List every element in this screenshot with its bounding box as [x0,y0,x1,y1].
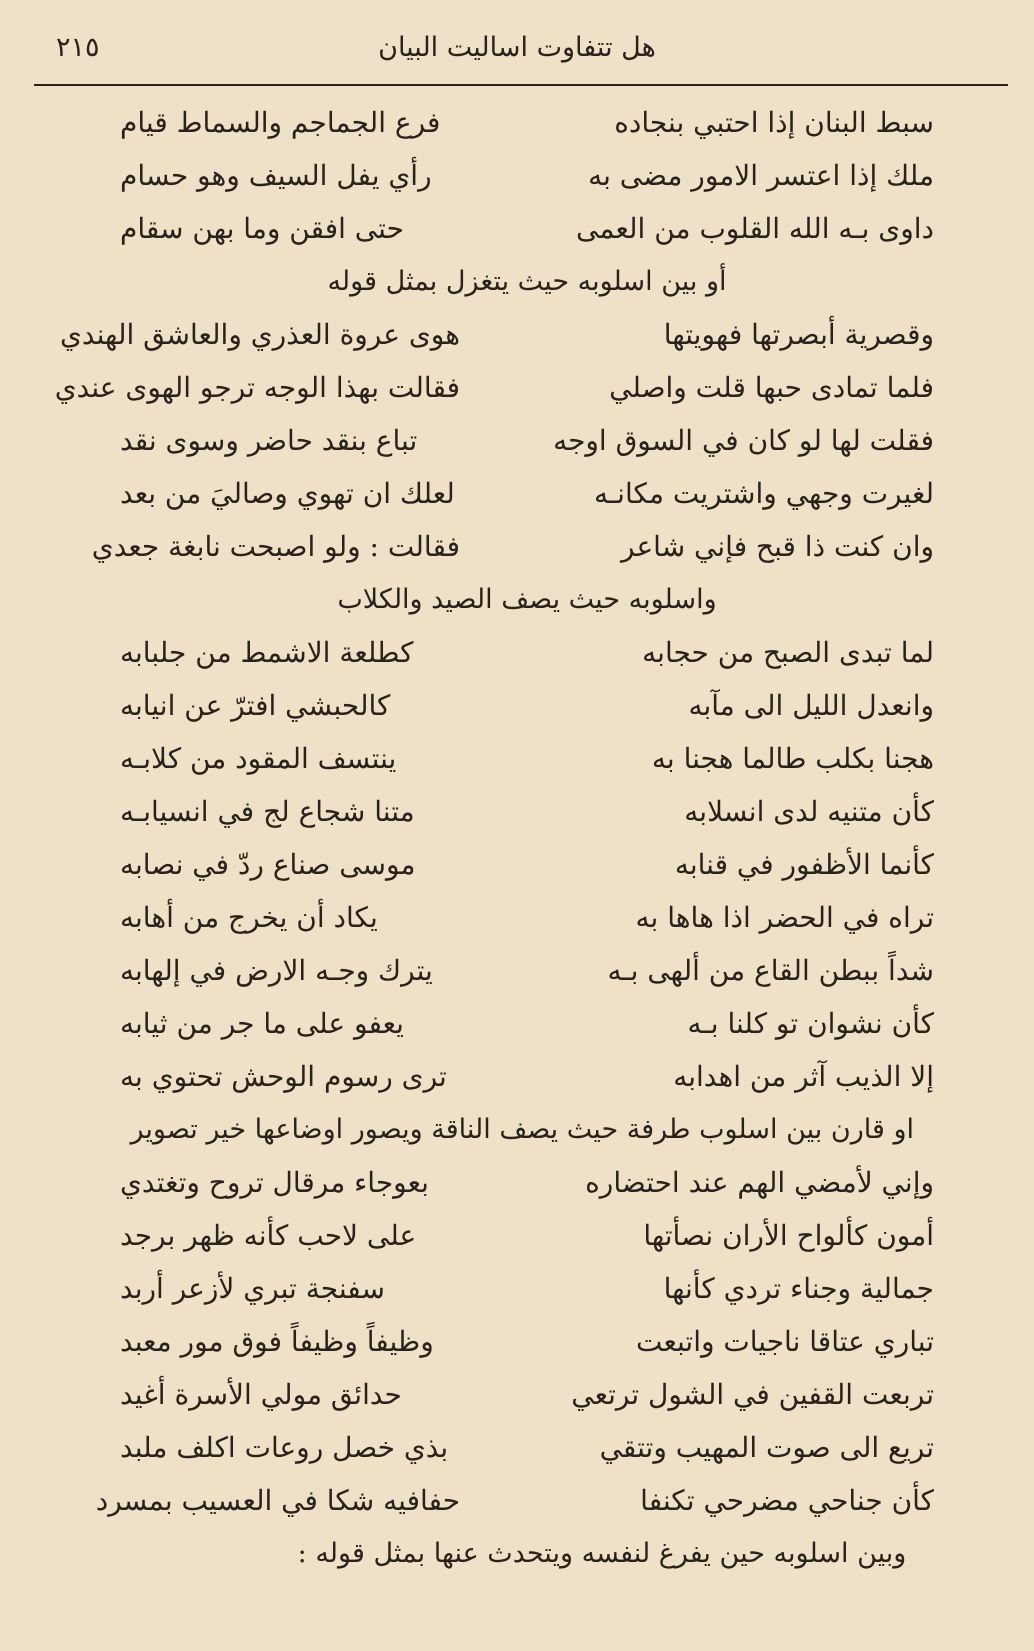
second-hemistich: حفافيه شكا في العسيب بمسرد [95,1483,460,1517]
second-hemistich: حتى افقن وما بهن سقام [120,211,404,245]
page-header [30,20,1004,80]
verse-line [91,520,934,573]
verse-line [120,414,934,467]
first-hemistich: هجنا بكلب طالما هجنا به [651,741,934,775]
second-hemistich: كطلعة الاشمط من جلبابه [120,635,414,669]
first-hemistich: وقصرية أبصرتها فهويتها [663,317,934,351]
verse-line [120,785,934,838]
verse-line [54,361,934,414]
second-hemistich: متنا شجاع لج في انسيابـه [120,794,415,828]
verse-line [120,1262,934,1315]
first-hemistich: تباري عتاقا ناجيات واتبعت [635,1324,934,1358]
first-hemistich: جمالية وجناء تردي كأنها [663,1271,934,1305]
first-hemistich: كأن نشوان تو كلنا بـه [687,1006,934,1040]
first-hemistich: سبط البنان إذا احتبي بنجاده [614,105,934,139]
first-hemistich: تراه في الحضر اذا هاها به [635,900,934,934]
first-hemistich: ملك إذا اعتسر الامور مضى به [588,158,934,192]
verse-line [120,838,934,891]
first-hemistich: أمون كألواح الأران نصأتها [643,1218,934,1252]
verse-line [120,679,934,732]
page-body [54,96,934,1580]
verse-line [120,467,934,520]
verse-line [120,1368,934,1421]
prose-line: وبين اسلوبه حين يفرغ لنفسه ويتحدث عنها بمثل قوله : [297,1538,907,1569]
first-hemistich: وانعدل الليل الى مآبه [688,688,934,722]
second-hemistich: تباع بنقد حاضر وسوى نقد [120,423,418,457]
second-hemistich: يعفو على ما جر من ثيابه [120,1006,404,1040]
second-hemistich: موسى صناع ردّ في نصابه [120,847,416,881]
first-hemistich: شداً ببطن القاع من ألهى بـه [607,953,934,987]
second-hemistich: بذي خصل روعات اكلف ملبد [120,1430,449,1464]
second-hemistich: فقالت بهذا الوجه ترجو الهوى عندي [54,370,460,404]
second-hemistich: بعوجاء مرقال تروح وتغتدي [120,1165,429,1199]
verse-line [120,149,934,202]
second-hemistich: فرع الجماجم والسماط قيام [120,105,441,139]
second-hemistich: رأي يفل السيف وهو حسام [120,158,432,192]
verse-line [120,1156,934,1209]
second-hemistich: هوى عروة العذري والعاشق الهندي [59,317,460,351]
first-hemistich: لغيرت وجهي واشتريت مكانـه [593,476,934,510]
verse-line [59,308,934,361]
second-hemistich: ترى رسوم الوحش تحتوي به [120,1059,447,1093]
verse-line [120,1315,934,1368]
first-hemistich: داوى بـه الله القلوب من العمى [575,211,934,245]
first-hemistich: وان كنت ذا قبح فإني شاعر [621,529,934,563]
second-hemistich: سفنجة تبري لأزعر أربد [120,1271,385,1305]
first-hemistich: وإني لأمضي الهم عند احتضاره [585,1165,934,1199]
first-hemistich: لما تبدى الصبح من حجابه [642,635,934,669]
second-hemistich: يكاد أن يخرج من أهابه [120,900,378,934]
verse-line [120,891,934,944]
verse-line [120,626,934,679]
verse-line [120,944,934,997]
running-title: هل تتفاوت اساليت البيان [378,32,656,63]
verse-line [120,1421,934,1474]
first-hemistich: فلما تمادى حبها قلت واصلي [609,370,934,404]
prose-line: أو بين اسلوبه حيث يتغزل بمثل قوله [327,266,727,297]
verse-line [120,732,934,785]
prose-line: واسلوبه حيث يصف الصيد والكلاب [337,584,717,615]
second-hemistich: يترك وجـه الارض في إلهابه [120,953,433,987]
second-hemistich: كالحبشي افترّ عن انيابه [120,688,391,722]
verse-line [95,1474,934,1527]
second-hemistich: لعلك ان تهوي وصاليَ من بعد [120,476,455,510]
verse-line [120,997,934,1050]
second-hemistich: على لاحب كأنه ظهر برجد [120,1218,417,1252]
page-number: ٢١٥ [56,32,100,63]
first-hemistich: كأن متنيه لدى انسلابه [684,794,934,828]
prose-line: او قارن بين اسلوب طرفة حيث يصف الناقة ويصور اوضاعها خير تصوير [130,1114,914,1145]
first-hemistich: فقلت لها لو كان في السوق اوجه [553,423,934,457]
verse-line [120,96,934,149]
first-hemistich: كأن جناحي مضرحي تكنفا [640,1483,934,1517]
first-hemistich: تريع الى صوت المهيب وتتقي [599,1430,934,1464]
first-hemistich: إلا الذيب آثر من اهدابه [673,1059,934,1093]
second-hemistich: فقالت : ولو اصبحت نابغة جعدي [91,529,460,563]
second-hemistich: وظيفاً وظيفاً فوق مور معبد [120,1324,434,1358]
verse-line [120,1209,934,1262]
first-hemistich: كأنما الأظفور في قنابه [674,847,934,881]
first-hemistich: تربعت القفين في الشول ترتعي [571,1377,934,1411]
second-hemistich: ينتسف المقود من كلابـه [120,741,397,775]
second-hemistich: حدائق مولي الأسرة أغيد [120,1377,402,1411]
verse-line [120,202,934,255]
verse-line [120,1050,934,1103]
header-rule [34,84,1008,86]
